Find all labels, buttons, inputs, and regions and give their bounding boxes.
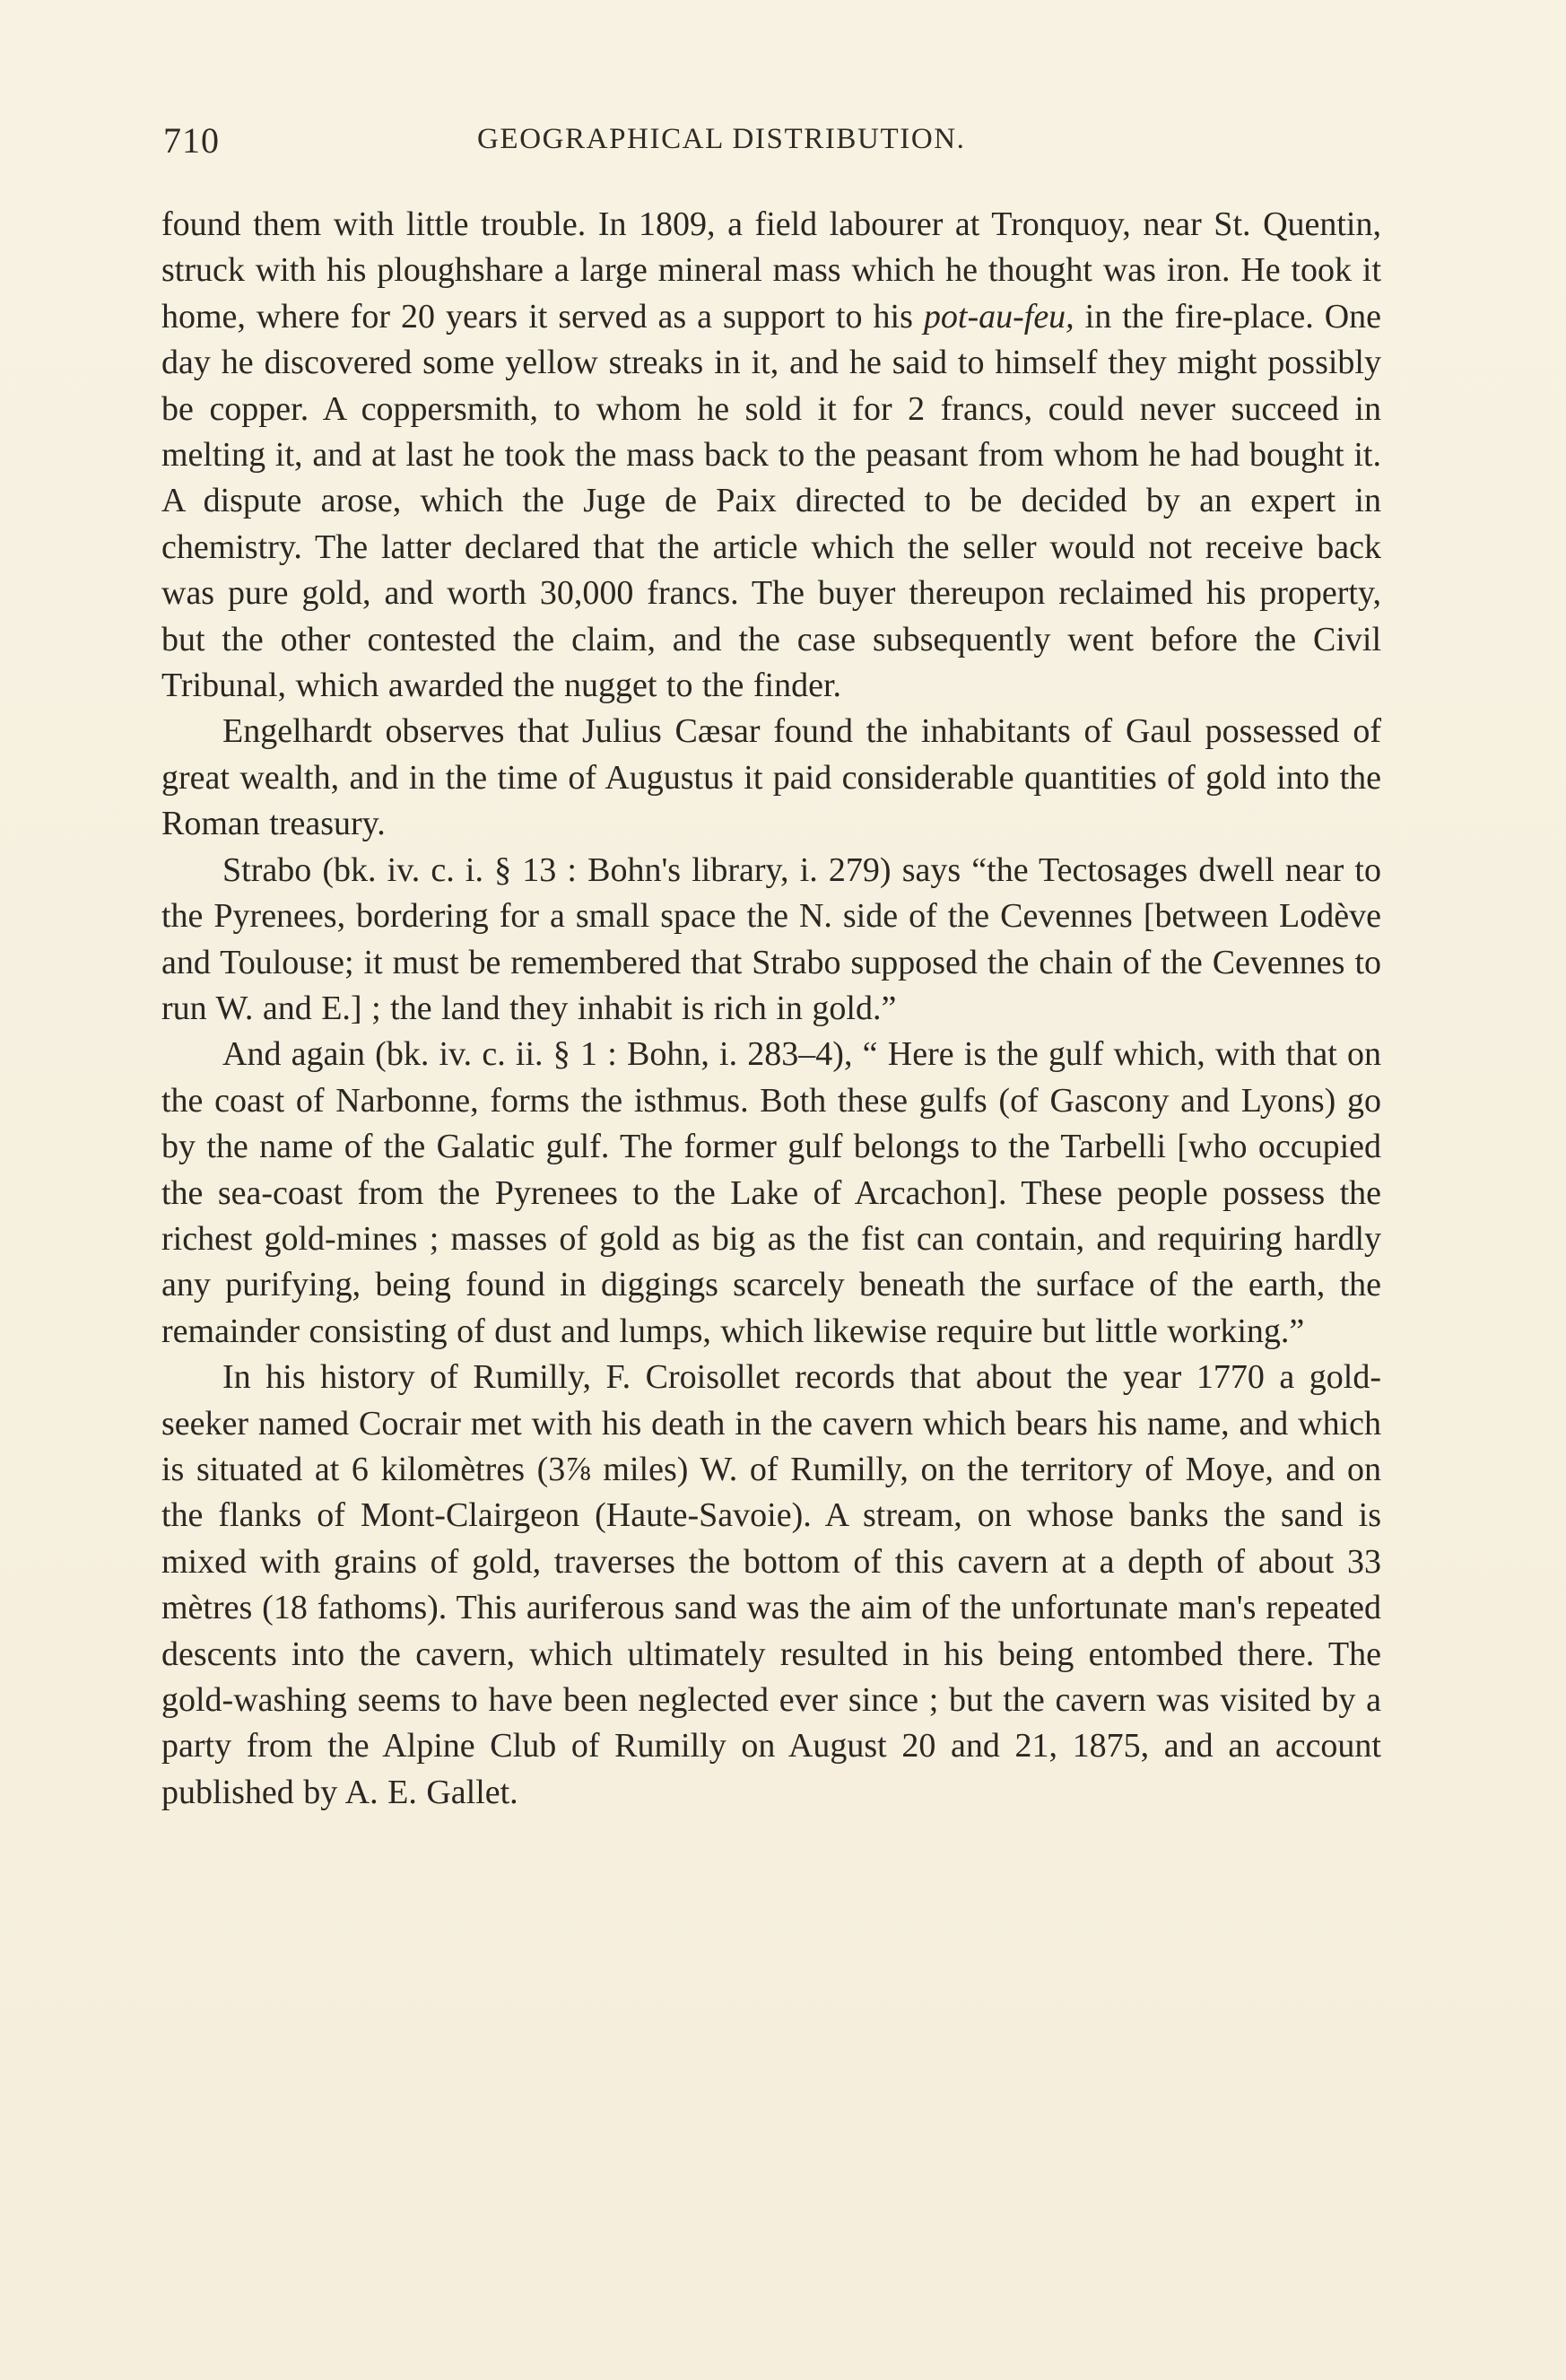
italic-term: pot-au-feu,	[923, 297, 1074, 336]
paragraph-again: And again (bk. iv. c. ii. § 1 : Bohn, i. 283–4), “ Here is the gulf which, with that on the coast of Narbonne, forms the isthmus. Both these gulfs (of Gascony and Lyons) go by the name of the Galatic gulf. The former gulf belongs to the Tarbelli [who occupied the sea-coast from the Pyrenees to the Lake of Arcachon]. These people possess the richest gold-mines ; masses of gold as big as the fist can contain, and requiring hardly any purifying, being found in diggings scarcely beneath the surface of the earth, the remainder consisting of dust and lumps, which likewise require but little working.”	[161, 1035, 1381, 1350]
paragraph-continuation	[161, 202, 1381, 709]
body-text	[161, 202, 1381, 1816]
running-title: GEOGRAPHICAL DISTRIBUTION.	[477, 123, 966, 155]
paragraph-strabo: Strabo (bk. iv. c. i. § 13 : Bohn's library, i. 279) says “the Tectosages dwell near to the Pyrenees, bordering for a small space the N. side of the Cevennes [between Lodève and Toulouse; it must be remembered that Strabo supposed the chain of the Cevennes to run W. and E.] ; the land they inhabit is rich in gold.”	[161, 850, 1381, 1027]
paragraph-1-text-b: in the fire-place. One day he discovered some yellow streaks in it, and he said to himself they might possibly be copper. A coppersmith, to whom he sold it for 2 francs, could never succeed in melting it, and at last he took the mass back to the peasant from whom he had bought it. A dispute arose, which the Juge de Paix directed to be decided by an expert in chemistry. The latter declared that the article which the seller would not receive back was pure gold, and worth 30,000 francs. The buyer thereupon reclaimed his property, but the other contested the claim, and the case subsequently went before the Civil Tribunal, which awarded the nugget to the finder.	[161, 297, 1381, 705]
paragraph-engelhardt: Engelhardt observes that Julius Cæsar found the inhabitants of Gaul possessed of great wealth, and in the time of Augustus it paid considerable quantities of gold into the Roman treasury.	[161, 712, 1381, 843]
page-number: 710	[163, 120, 220, 161]
paragraph-1-text-a: found them with little trouble. In 1809, a field labourer at Tronquoy, near St. Quentin, struck with his ploughshare a large mineral mass which he thought was iron. He took it home, where for 20 years it served as a support to his	[161, 205, 1381, 336]
page-header	[163, 119, 1383, 173]
paragraph-rumilly: In his history of Rumilly, F. Croisollet records that about the year 1770 a gold-seeker named Cocrair met with his death in the cavern which bears his name, and which is situated at 6 kilomètres (3⅞ miles) W. of Rumilly, on the territory of Moye, and on the flanks of Mont-Clairgeon (Haute-Savoie). A stream, on whose banks the sand is mixed with grains of gold, traverses the bottom of this cavern at a depth of about 33 mètres (18 fathoms). This auriferous sand was the aim of the unfortunate man's repeated descents into the cavern, which ultimately resulted in his being entombed there. The gold-washing seems to have been neglected ever since ; but the cavern was visited by a party from the Alpine Club of Rumilly on August 20 and 21, 1875, and an account published by A. E. Gallet.	[161, 1358, 1381, 1811]
